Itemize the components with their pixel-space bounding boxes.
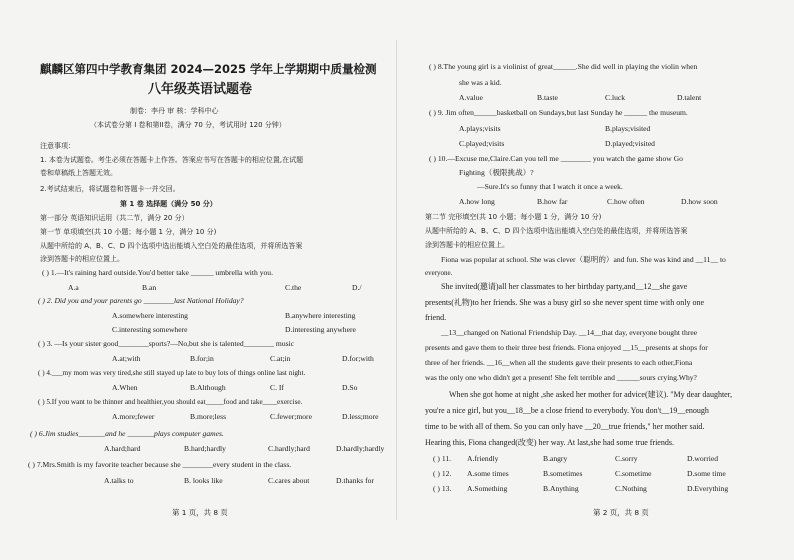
question-6: ( ) 6.Jim studies_______and he _______plays computer games. [30,429,224,438]
q1-option-a: A.a [68,283,79,292]
exam-note: （本试卷分第 I 卷和第II卷，满分 70 分，考试用时 120 分钟） [90,121,286,129]
q10-option-a: A.how long [459,197,495,206]
question-10: ( ) 10.—Excuse me,Claire.Can you tell me ________ you watch the game show Go [429,154,683,163]
page-footer-left: 第 1 页，共 8 页 [172,508,228,517]
passage-line-1: Fiona was popular at school. She was clever（聪明的）and fun. She was kind and __11__ to [441,255,726,264]
page-footer-right: 第 2 页，共 8 页 [593,508,649,517]
q8-option-c: C.luck [605,93,626,102]
q3-option-b: B.for;in [190,354,214,363]
q9-option-a: A.plays;visits [459,124,501,133]
passage-line-4: presents(礼物)to her friends. She was a busy girl so she never spent time with only one [425,298,705,307]
q5-option-a: A.more;fewer [112,412,155,421]
question-5: ( ) 5.If you want to be thinner and healthier,you should eat_____food and take____exercise. [38,398,303,406]
q9-option-c: C.played;visits [459,139,505,148]
q4-option-d: D.So [342,383,358,392]
section-1-1-heading: 第一节 单项填空(共 10 小题；每小题 1 分，满分 10 分) [40,228,217,236]
q9-option-b: B.plays;visited [605,124,651,133]
cloze-question-13: ( ) 13. [433,484,452,493]
q4-option-b: B.Although [190,383,226,392]
q10-option-b: B.how far [537,197,568,206]
q2-option-b: B.anywhere interesting [285,311,356,320]
instructions-cont: 涂到答题卡的相应位置上。 [40,255,124,263]
q12-option-a: A.some times [467,469,509,478]
q3-option-d: D.for;with [342,354,374,363]
exam-meta: 制卷：李丹 审 核：学科中心 [130,107,219,115]
q5-option-b: B.more;less [190,412,227,421]
question-9: ( ) 9. Jim often______basketball on Sundays,but last Sunday he ______ the museum. [429,108,688,117]
q4-option-a: A.When [112,383,138,392]
q1-option-b: B.an [142,283,157,292]
q11-option-c: C.sorry [615,454,638,463]
notice-head: 注意事项： [40,142,75,150]
q5-option-c: C.fewer;more [270,412,312,421]
q11-option-a: A.friendly [467,454,499,463]
q7-option-c: C.cares about [268,476,310,485]
q13-option-b: B.Anything [543,484,579,493]
question-8-cont: she was a kid. [459,78,502,87]
notice-item-2: 2.考试结束后，将试题卷和答题卡一并交回。 [40,185,180,193]
right-page [397,0,794,560]
passage-line-3: She invited(邀请)all her classmates to her birthday party,and__12__she gave [441,282,688,291]
question-7: ( ) 7.Mrs.Smith is my favorite teacher because she ________every student in the class. [28,460,292,469]
question-2: ( ) 2. Did you and your parents go ________last National Holiday? [38,296,244,305]
section-2-heading: 第二节 完形填空(共 10 小题；每小题 1 分，满分 10 分) [425,213,602,221]
q11-option-b: B.angry [543,454,568,463]
q12-option-b: B.sometimes [543,469,583,478]
question-4: ( ) 4.___my mom was very tired,she still stayed up late to buy lots of things online last night. [38,369,306,377]
passage-line-11: you're a nice girl, but you__18__be a close friend to everybody. You don't__19__enough [425,406,709,415]
exam-subtitle: 八年级英语试题卷 [148,82,253,97]
q10-option-c: C.how often [607,197,645,206]
q7-option-a: A.talks to [104,476,134,485]
q2-option-a: A.somewhere interesting [112,311,188,320]
cloze-question-12: ( ) 12. [433,469,452,478]
q12-option-d: D.some time [687,469,726,478]
q13-option-d: D.Everything [687,484,729,493]
q6-option-c: C.hardly;hard [268,444,310,453]
q8-option-b: B.taste [537,93,558,102]
passage-line-9: was the only one who didn't get a present! She felt terrible and ______sours crying.Why? [425,373,697,382]
q11-option-d: D.worried [687,454,718,463]
q6-option-a: A.hard;hard [104,444,141,453]
question-1: ( ) 1.—It's raining hard outside.You'd better take ______ umbrella with you. [42,268,274,277]
q2-option-d: D.interesting anywhere [285,325,356,334]
q3-option-c: C.at;in [270,354,291,363]
notice-item-1-cont: 卷和草稿纸上答题无效。 [40,169,117,177]
q13-option-a: A.Something [467,484,508,493]
q12-option-c: C.sometime [615,469,652,478]
passage-line-13: Hearing this, Fiona changed(改变) her way. At last,she had some true friends. [425,438,674,447]
q7-option-d: D.thanks for [336,476,374,485]
question-8: ( ) 8.The young girl is a violinist of great______.She did well in playing the violin when [429,62,698,71]
q8-option-d: D.talent [677,93,702,102]
q13-option-c: C.Nothing [615,484,647,493]
question-3: ( ) 3. —Is your sister good________sports?—No,but she is talented________ music [38,339,295,348]
q10-option-d: D.how soon [681,197,718,206]
q8-option-a: A.value [459,93,483,102]
cloze-instructions: 从题中所给的 A、B、C、D 四个选项中选出能填入空白处的最佳选项，并将所选答案 [425,227,688,235]
q2-option-c: C.interesting somewhere [112,325,188,334]
q1-option-d: D./ [352,283,362,292]
passage-line-7: presents and gave them to their three best friends. Fiona enjoyed __15__presents at shops for [425,343,708,352]
passage-line-8: three of her friends. __16__when all the students gave their presents to each other,Fiona [425,358,693,367]
passage-line-12: time to be with all of them. So you can only have __20__true friends," her mother said. [425,422,705,431]
question-10-reply: —Sure.It's so funny that I watch it once a week. [477,182,623,191]
notice-item-1: 1. 本卷为试题卷。考生必须在答题卡上作答。答案应书写在答题卡的相应位置,在试题 [40,156,304,164]
passage-line-10: When she got home at night ,she asked her mother for advice(建议). "My dear daughter, [449,390,733,399]
q9-option-d: D.played;visited [605,139,655,148]
question-10-cont: Fighting（极限挑战）? [459,168,534,177]
cloze-question-11: ( ) 11. [433,454,452,463]
q7-option-b: B. looks like [184,476,223,485]
exam-title: 麒麟区第四中学教育集团 2024—2025 学年上学期期中质量检测 [40,62,377,76]
q6-option-d: D.hardly;hardly [336,444,385,453]
q5-option-d: D.less;more [342,412,379,421]
passage-line-2: everyone. [425,269,453,277]
section-1-heading: 第一部分 英语知识运用（共二节，满分 20 分） [40,214,189,222]
q6-option-b: B.hard;hardly [184,444,226,453]
q4-option-c: C. If [270,383,284,392]
q3-option-a: A.at;with [112,354,141,363]
q1-option-c: C.the [285,283,302,292]
passage-line-6: __13__changed on National Friendship Day. __14__that day, everyone bought three [441,328,698,337]
part-1-heading: 第 1 卷 选择题（满分 50 分） [120,200,217,208]
passage-line-5: friend. [425,313,447,322]
cloze-instructions-cont: 涂到答题卡的相应位置上。 [425,241,509,249]
instructions: 从题中所给的 A、B、C、D 四个选项中选出能填入空白处的最佳选项，并将所选答案 [40,242,303,250]
